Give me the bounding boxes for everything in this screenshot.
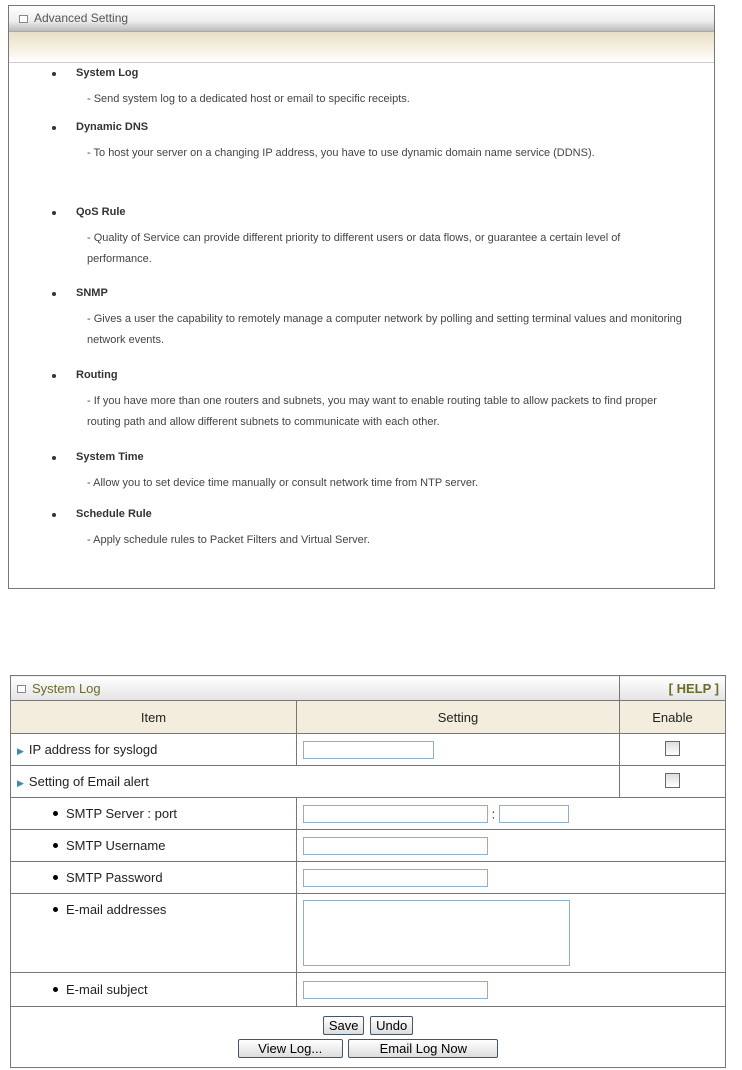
- item-desc: - Allow you to set device time manually or consult network time from NTP server.: [87, 477, 479, 489]
- list-item: [52, 206, 687, 270]
- arrow-icon: ▶: [17, 778, 24, 788]
- item-title: QoS Rule: [52, 206, 687, 218]
- col-enable: Enable: [620, 701, 726, 734]
- item-desc: - Quality of Service can provide different priority to different users or data flows, or guarantee a certain level of performance.: [87, 232, 621, 265]
- bullet-icon: [53, 875, 58, 880]
- item-title: SNMP: [52, 287, 687, 299]
- save-button[interactable]: Save: [323, 1016, 365, 1035]
- square-icon: [17, 685, 26, 693]
- email-alert-label: [11, 766, 620, 798]
- bullet-icon: [53, 811, 58, 816]
- list-item: [52, 121, 687, 164]
- bullet-icon: [53, 843, 58, 848]
- item-desc: - If you have more than one routers and subnets, you may want to enable routing table to allow packets to find proper routing path and allow different subnets to communicate with each other.: [87, 395, 657, 428]
- item-title: Schedule Rule: [52, 508, 687, 520]
- smtp-server-input[interactable]: [303, 805, 488, 823]
- email-addresses-textarea[interactable]: [303, 900, 570, 966]
- col-setting: Setting: [297, 701, 620, 734]
- list-item: [52, 369, 687, 433]
- label: Setting of Email alert: [28, 774, 149, 789]
- title-text: System Log: [32, 680, 101, 696]
- syslogd-ip-input[interactable]: [303, 741, 434, 759]
- label: SMTP Password: [66, 870, 163, 885]
- colon: :: [491, 806, 496, 821]
- square-icon: [19, 15, 28, 23]
- smtp-username-input[interactable]: [303, 837, 488, 855]
- view-log-button[interactable]: View Log...: [238, 1039, 343, 1058]
- item-title: System Time: [52, 451, 687, 463]
- smtp-port-input[interactable]: [499, 805, 569, 823]
- list-item: [52, 67, 687, 110]
- syslogd-enable-checkbox[interactable]: [665, 741, 680, 756]
- item-title: Routing: [52, 369, 687, 381]
- item-desc: - Gives a user the capability to remotely manage a computer network by polling and setting terminal values and monitoring network events.: [87, 313, 682, 346]
- ip-row-label: [11, 734, 297, 766]
- table-title: [11, 676, 620, 701]
- email-alert-checkbox[interactable]: [665, 773, 680, 788]
- label: E-mail subject: [66, 982, 148, 997]
- label: SMTP Server : port: [66, 806, 178, 821]
- smtp-password-input[interactable]: [303, 869, 488, 887]
- email-subject-input[interactable]: [303, 981, 488, 999]
- help-link[interactable]: [ HELP ]: [620, 676, 726, 701]
- system-log-table: [10, 675, 726, 1068]
- label: IP address for syslogd: [28, 742, 158, 757]
- panel-title: Advanced Setting: [34, 11, 129, 25]
- arrow-icon: ▶: [17, 746, 24, 756]
- list-item: [52, 451, 687, 494]
- bullet-icon: [53, 907, 58, 912]
- item-desc: - Send system log to a dedicated host or email to specific receipts.: [87, 93, 410, 105]
- list-item: [52, 508, 687, 551]
- col-item: Item: [11, 701, 297, 734]
- email-log-now-button[interactable]: Email Log Now: [348, 1039, 498, 1058]
- item-title: Dynamic DNS: [52, 121, 687, 133]
- header-band: [9, 32, 714, 63]
- panel-header: [9, 6, 714, 32]
- bullet-icon: [53, 987, 58, 992]
- item-desc: - To host your server on a changing IP address, you have to use dynamic domain name service (DDNS).: [87, 147, 595, 159]
- undo-button[interactable]: Undo: [370, 1016, 413, 1035]
- item-title: System Log: [52, 67, 687, 79]
- list-item: [52, 287, 687, 351]
- label: E-mail addresses: [66, 902, 167, 917]
- item-desc: - Apply schedule rules to Packet Filters and Virtual Server.: [87, 534, 370, 546]
- label: SMTP Username: [66, 838, 166, 853]
